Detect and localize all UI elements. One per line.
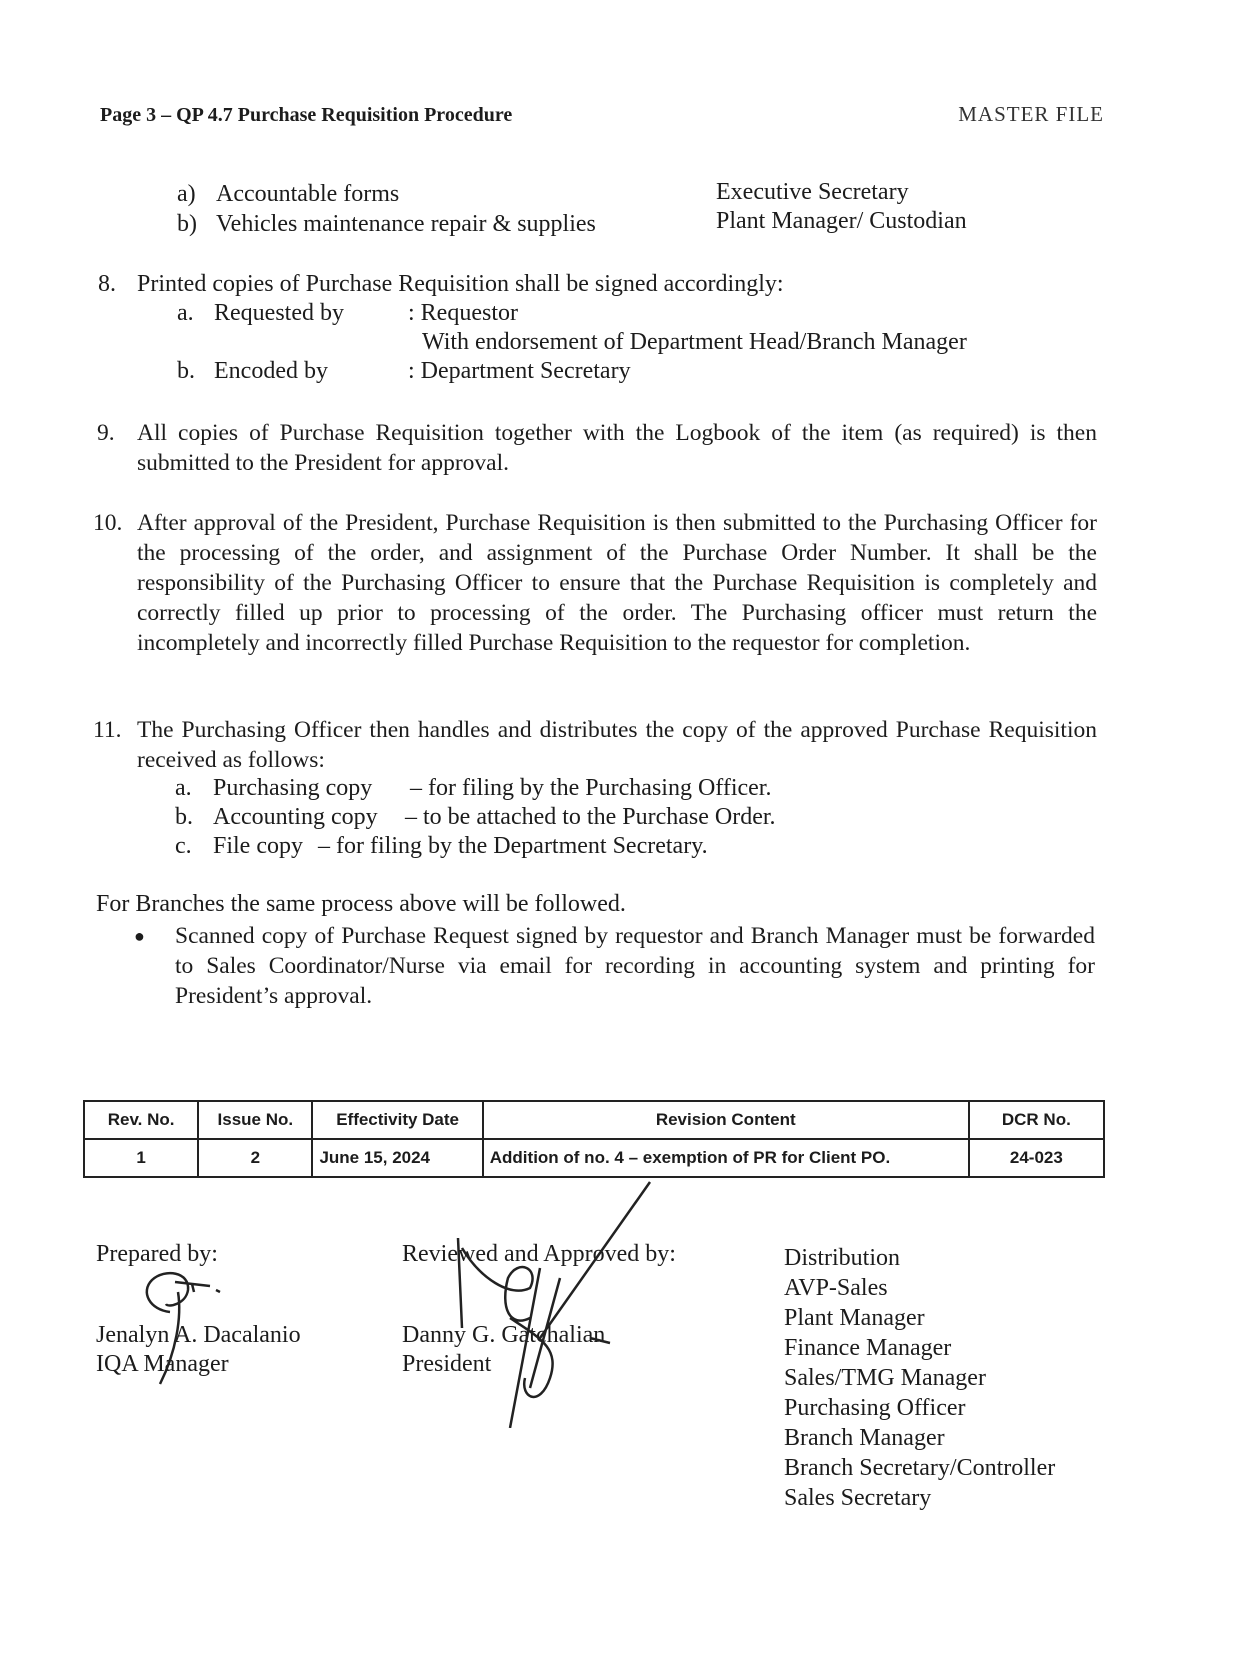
distribution-item: Branch Manager [784, 1425, 945, 1451]
distribution-item: Sales Secretary [784, 1485, 932, 1511]
item-text: After approval of the President, Purchase Requisition is then submitted to the Purchasing Officer for the processing of the order, and assignment of the Purchase Order Number. It shall be the responsibility of the Purchasing Officer to ensure that the Purchase Requisition is completely and correctly filled up prior to processing of the order. The Purchasing officer must return the incompletely and incorrectly filled Purchase Requisition to the requestor for completion. [137, 510, 1097, 656]
table-cell: 2 [198, 1139, 312, 1177]
list-item-person: Executive Secretary [716, 179, 909, 205]
column-header: DCR No. [969, 1101, 1104, 1139]
procedure-item-10 [93, 508, 1097, 658]
column-header: Effectivity Date [312, 1101, 482, 1139]
sub-value: : Requestor [408, 300, 518, 326]
prepared-signature [130, 1262, 250, 1387]
distribution-title: Distribution [784, 1245, 901, 1271]
prepared-name: Jenalyn A. Dacalanio [96, 1322, 301, 1348]
item-number: 11. [93, 717, 122, 743]
column-header: Revision Content [483, 1101, 969, 1139]
item-text: The Purchasing Officer then handles and distributes the copy of the approved Purchase Requisition received as follows: [137, 717, 1097, 773]
sub-label: Requested by [214, 300, 344, 326]
sub-label: Accounting copy [213, 804, 378, 830]
list-item: Accountable forms [216, 181, 400, 207]
prepared-title: IQA Manager [96, 1351, 229, 1377]
sub-value: : Department Secretary [408, 358, 631, 384]
procedure-item-9 [97, 418, 1097, 478]
sub-value: With endorsement of Department Head/Branch Manager [422, 329, 967, 355]
distribution-block [784, 1243, 1055, 1513]
distribution-item: Purchasing Officer [784, 1395, 966, 1421]
item-number: 9. [97, 420, 115, 446]
reviewed-label: Reviewed and Approved by: [402, 1241, 676, 1267]
bullet-icon: ● [134, 926, 145, 946]
reviewed-name: Danny G. Gatchalian [402, 1322, 606, 1348]
item-number: 10. [93, 510, 123, 536]
table-header-row [84, 1101, 1104, 1139]
sub-label: Purchasing copy [213, 775, 373, 801]
distribution-item: AVP-Sales [784, 1275, 888, 1301]
sub-desc: – for filing by the Purchasing Officer. [410, 775, 772, 801]
distribution-item: Finance Manager [784, 1335, 952, 1361]
sub-label: Encoded by [214, 358, 328, 384]
sub-marker: a. [175, 775, 192, 801]
sub-marker: b. [175, 804, 193, 830]
sub-marker: a. [177, 300, 194, 326]
distribution-item: Sales/TMG Manager [784, 1365, 986, 1391]
list-item-marker: b) [177, 211, 197, 237]
table-cell: 24-023 [969, 1139, 1104, 1177]
column-header: Rev. No. [84, 1101, 198, 1139]
branches-bullet: Scanned copy of Purchase Request signed by requestor and Branch Manager must be forwarded to Sales Coordinator/Nurse via email for recording in accounting system and printing for President’s approval. [175, 923, 1095, 1009]
branches-intro: For Branches the same process above will be followed. [96, 891, 626, 917]
sub-desc: – to be attached to the Purchase Order. [405, 804, 776, 830]
list-item: Vehicles maintenance repair & supplies [216, 211, 596, 237]
sub-desc: – for filing by the Department Secretary. [318, 833, 708, 859]
sub-label: File copy [213, 833, 303, 859]
table-cell: 1 [84, 1139, 198, 1177]
table-cell: June 15, 2024 [312, 1139, 482, 1177]
column-header: Issue No. [198, 1101, 312, 1139]
revision-table [83, 1100, 1105, 1178]
item-text: Printed copies of Purchase Requisition shall be signed accordingly: [137, 271, 784, 297]
table-cell: Addition of no. 4 – exemption of PR for Client PO. [483, 1139, 969, 1177]
item-number: 8. [98, 271, 116, 297]
reviewed-title: President [402, 1351, 492, 1377]
table-row [84, 1139, 1104, 1177]
approved-signature [440, 1178, 660, 1428]
distribution-item: Branch Secretary/Controller [784, 1455, 1056, 1481]
distribution-item: Plant Manager [784, 1305, 925, 1331]
procedure-item-11 [93, 715, 1097, 775]
sub-marker: b. [177, 358, 195, 384]
list-item-person: Plant Manager/ Custodian [716, 208, 967, 234]
item-text: All copies of Purchase Requisition together with the Logbook of the item (as required) is then submitted to the President for approval. [137, 420, 1097, 476]
page-header: Page 3 – QP 4.7 Purchase Requisition Procedure [100, 104, 513, 126]
sub-marker: c. [175, 833, 192, 859]
prepared-label: Prepared by: [96, 1241, 218, 1267]
master-file-stamp: MASTER FILE [958, 102, 1104, 126]
list-item-marker: a) [177, 181, 196, 207]
